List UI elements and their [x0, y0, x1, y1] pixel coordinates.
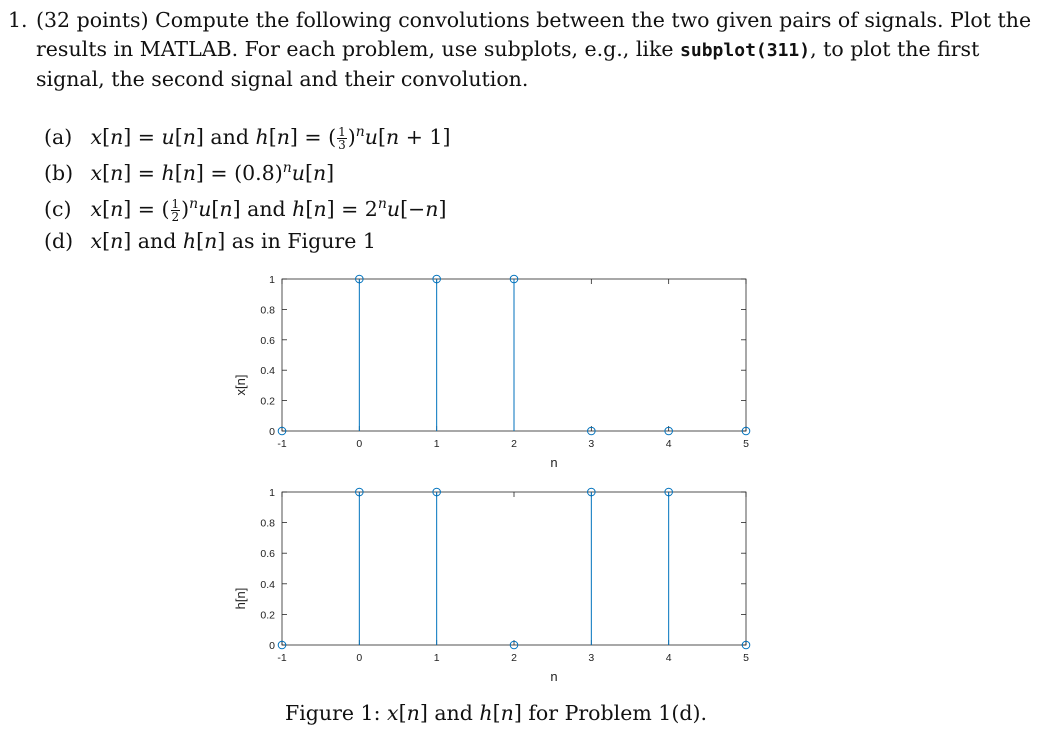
x-tick-label: 3	[588, 438, 595, 450]
x-tick-label: -1	[277, 652, 287, 664]
x-tick-label: 0	[356, 438, 363, 450]
x-tick-label: -1	[277, 438, 287, 450]
x-tick-label: 4	[665, 438, 672, 450]
x-tick-label: 0	[356, 652, 363, 664]
x-tick-label: 1	[433, 652, 440, 664]
y-axis-label: x[n]	[233, 374, 248, 396]
x-tick-label: 4	[665, 652, 672, 664]
y-tick-label: 1	[269, 487, 275, 499]
problem-number: 1.	[8, 8, 28, 32]
part-label: (c)	[44, 197, 72, 222]
y-tick-label: 0.2	[260, 395, 275, 408]
x-tick-label: 2	[511, 652, 517, 664]
caption-prefix: Figure 1:	[285, 701, 381, 725]
y-tick-label: 0	[269, 640, 275, 652]
y-tick-label: 0.6	[260, 548, 275, 561]
code-snippet: subplot(311)	[680, 39, 811, 61]
part-label: (d)	[44, 228, 74, 253]
problem-text: (32 points) Compute the following convolutions between the two given pairs of signals. Plot the results in MATLAB. For each problem, use subplots, e.g., like	[36, 8, 1032, 61]
y-tick-label: 1	[269, 274, 275, 286]
x-tick-label: 3	[588, 652, 595, 664]
y-tick-label: 0	[269, 426, 275, 438]
y-tick-label: 0.6	[260, 334, 275, 347]
x-tick-label: 5	[743, 438, 749, 450]
plot-frame	[282, 492, 746, 645]
caption-suffix: for Problem 1(d).	[528, 701, 707, 725]
part-label: (b)	[44, 161, 74, 186]
part-formula: x[n] = ( $\frac{1}{2}$ )$^n$u[n] and $h[n] = 2^nu[-n]$	[90, 196, 447, 225]
x-tick-label: 1	[433, 438, 440, 450]
caption-middle: and	[434, 701, 473, 725]
y-axis-label: h[n]	[233, 587, 248, 610]
part-formula: x[n] and h[n] as in Figure 1	[90, 228, 376, 253]
y-tick-label: 0.4	[260, 578, 275, 591]
x-axis-label: n	[550, 669, 558, 684]
part-formula: $x[n] = h[n] = (0.8)^nu[n]$	[90, 160, 335, 186]
y-tick-label: 0.2	[260, 609, 275, 622]
x-axis-label: n	[550, 455, 558, 470]
problem-text-end: , to plot the first signal, the second signal and their convolution.	[36, 36, 980, 91]
y-tick-label: 0.8	[260, 304, 275, 317]
x-tick-label: 5	[743, 652, 749, 664]
part-label: (a)	[44, 124, 73, 149]
x-tick-label: 2	[511, 438, 517, 450]
figure-caption: Figure 1: x[n] and h[n] for Problem 1(d).	[285, 701, 707, 725]
part-formula: x[n] = u[n] and h[n] = ( $\frac{1}{3}$ )$^n$u[n + 1]	[90, 124, 451, 152]
y-tick-label: 0.4	[260, 365, 275, 378]
y-tick-label: 0.8	[260, 517, 275, 530]
